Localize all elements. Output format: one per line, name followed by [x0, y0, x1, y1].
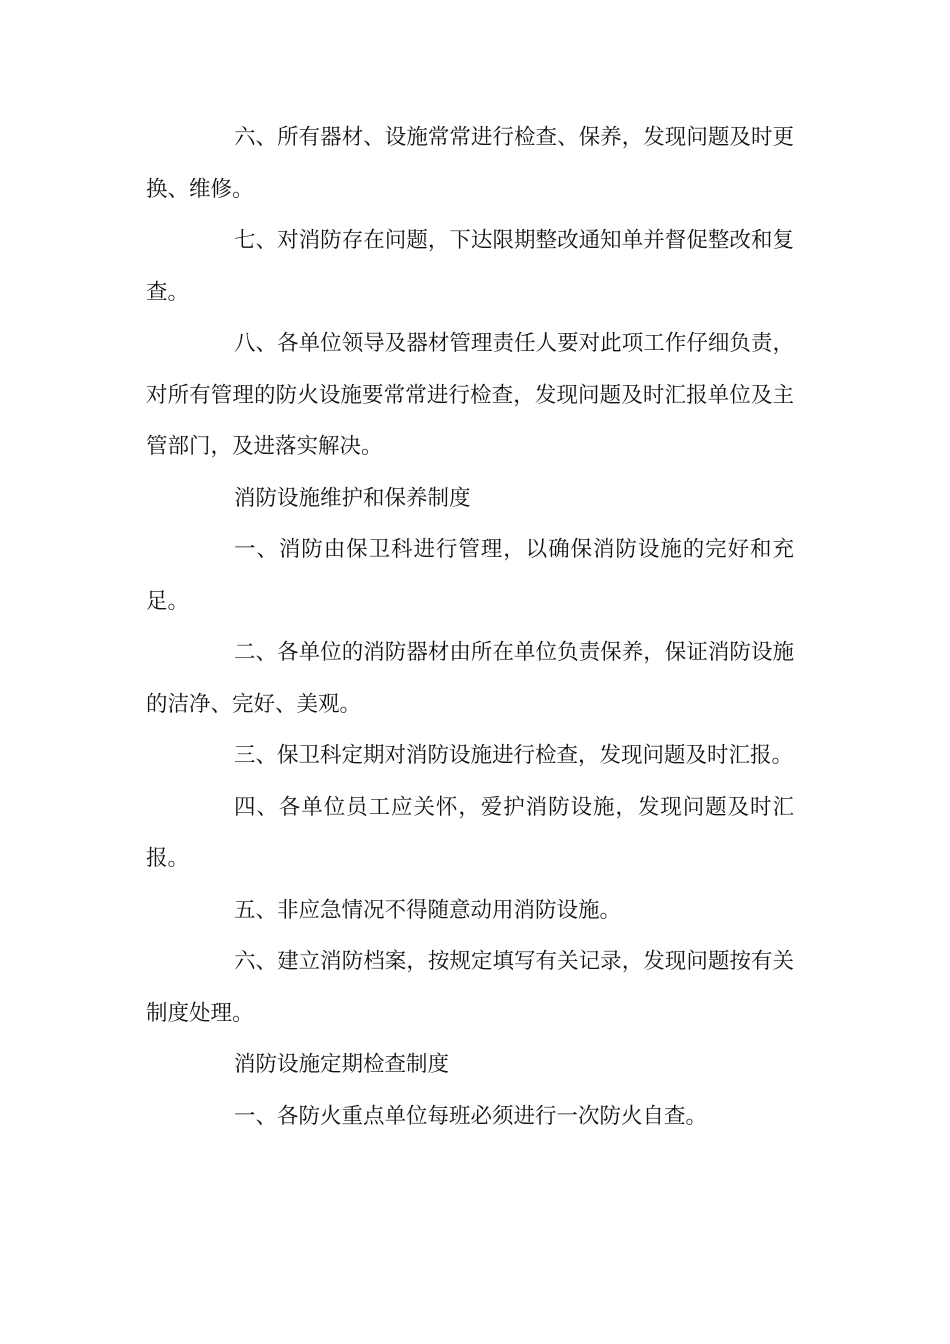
paragraph-1: 六、所有器材、设施常常进行检查、保养，发现问题及时更换、维修。: [146, 125, 794, 202]
paragraph-2: 七、对消防存在问题，下达限期整改通知单并督促整改和复查。: [146, 228, 794, 305]
paragraph-7: 三、保卫科定期对消防设施进行检查，发现问题及时汇报。: [234, 743, 794, 768]
paragraph-10: 六、建立消防档案，按规定填写有关记录，发现问题按有关制度处理。: [146, 949, 794, 1026]
paragraph-9: 五、非应急情况不得随意动用消防设施。: [234, 897, 622, 923]
paragraph-3: 八、各单位领导及器材管理责任人要对此项工作仔细负责，对所有管理的防火设施要常常进行检查，发现问题及时汇报单位及主管部门，及进落实解决。: [146, 331, 794, 459]
paragraph-6: 二、各单位的消防器材由所在单位负责保养，保证消防设施的洁净、完好、美观。: [146, 640, 794, 717]
section-heading-inspection: 消防设施定期检查制度: [234, 1052, 450, 1077]
paragraph-5: 一、消防由保卫科进行管理，以确保消防设施的完好和充足。: [146, 537, 794, 614]
section-heading-maintenance: 消防设施维护和保养制度: [234, 485, 471, 511]
document-body: [146, 112, 794, 1142]
paragraph-8: 四、各单位员工应关怀，爱护消防设施，发现问题及时汇报。: [146, 794, 794, 871]
paragraph-12: 一、各防火重点单位每班必须进行一次防火自查。: [234, 1103, 708, 1129]
